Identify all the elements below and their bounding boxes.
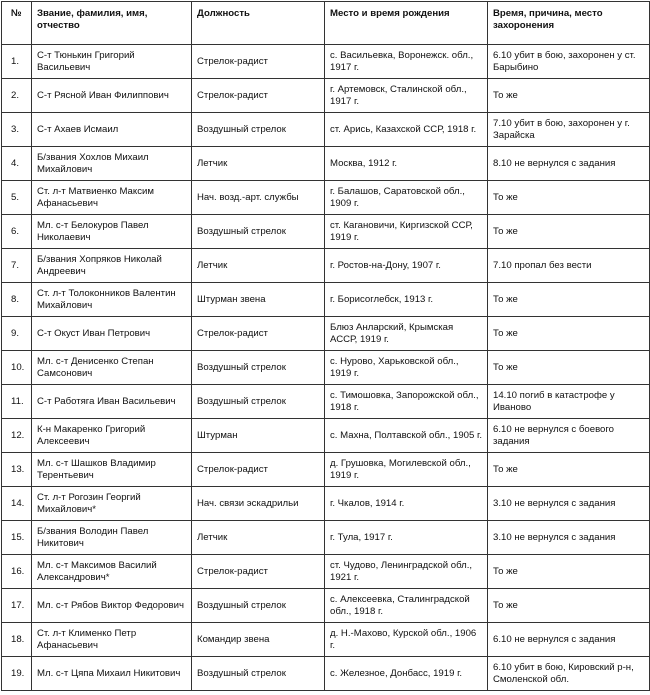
table-row [2,453,650,487]
table-row [2,215,650,249]
table-row [2,351,650,385]
table-body [2,45,650,691]
cell-name: С-т Рясной Иван Филиппович [32,79,192,113]
cell-name: С-т Ахаев Исмаил [32,113,192,147]
table-row [2,113,650,147]
cell-birth: г. Артемовск, Сталинской обл., 1917 г. [325,79,488,113]
cell-birth: д. Н.-Махово, Курской обл., 1906 г. [325,623,488,657]
table-row [2,419,650,453]
cell-position: Летчик [192,521,325,555]
cell-fate: То же [488,215,650,249]
cell-name: С-т Окуст Иван Петрович [32,317,192,351]
cell-name: Ст. л-т Матвиенко Максим Афанасьевич [32,181,192,215]
cell-position: Штурман [192,419,325,453]
cell-position: Воздушный стрелок [192,657,325,691]
casualty-table [1,1,650,691]
cell-num: 1. [2,45,32,79]
cell-num: 3. [2,113,32,147]
cell-birth: г. Тула, 1917 г. [325,521,488,555]
header-position: Должность [192,2,325,45]
cell-fate: 7.10 убит в бою, захоронен у г. Зарайска [488,113,650,147]
cell-position: Стрелок-радист [192,317,325,351]
cell-birth: г. Ростов-на-Дону, 1907 г. [325,249,488,283]
cell-name: Ст. л-т Толоконников Валентин Михайлович [32,283,192,317]
cell-position: Стрелок-радист [192,555,325,589]
cell-birth: с. Васильевка, Воронежск. обл., 1917 г. [325,45,488,79]
table-row [2,555,650,589]
cell-fate: 3.10 не вернулся с задания [488,521,650,555]
cell-position: Стрелок-радист [192,79,325,113]
table-row [2,45,650,79]
cell-position: Нач. связи эскадрильи [192,487,325,521]
header-name: Звание, фамилия, имя, отчество [32,2,192,45]
cell-num: 16. [2,555,32,589]
cell-position: Нач. возд.-арт. службы [192,181,325,215]
table-row [2,623,650,657]
cell-birth: Блюз Анларский, Крымская АССР, 1919 г. [325,317,488,351]
cell-birth: с. Тимошовка, Запорожской обл., 1918 г. [325,385,488,419]
table-row [2,249,650,283]
cell-position: Командир звена [192,623,325,657]
cell-num: 11. [2,385,32,419]
cell-num: 9. [2,317,32,351]
cell-fate: 8.10 не вернулся с задания [488,147,650,181]
cell-birth: ст. Чудово, Ленинградской обл., 1921 г. [325,555,488,589]
cell-position: Летчик [192,147,325,181]
cell-num: 12. [2,419,32,453]
cell-num: 7. [2,249,32,283]
cell-position: Стрелок-радист [192,453,325,487]
table-row [2,283,650,317]
cell-name: Б/звания Володин Павел Никитович [32,521,192,555]
cell-num: 14. [2,487,32,521]
cell-name: Б/звания Хопряков Николай Андреевич [32,249,192,283]
cell-num: 2. [2,79,32,113]
cell-position: Воздушный стрелок [192,351,325,385]
table-row [2,79,650,113]
cell-position: Воздушный стрелок [192,385,325,419]
table-row [2,317,650,351]
cell-name: Мл. с-т Рябов Виктор Федорович [32,589,192,623]
header-num: № [2,2,32,45]
cell-num: 15. [2,521,32,555]
cell-num: 5. [2,181,32,215]
cell-birth: г. Чкалов, 1914 г. [325,487,488,521]
cell-birth: д. Грушовка, Могилевской обл., 1919 г. [325,453,488,487]
cell-birth: г. Балашов, Саратовской обл., 1909 г. [325,181,488,215]
cell-name: Мл. с-т Цяпа Михаил Никитович [32,657,192,691]
cell-fate: 6.10 убит в бою, Кировский р-н, Смоленской обл. [488,657,650,691]
cell-fate: 6.10 не вернулся с боевого задания [488,419,650,453]
cell-position: Стрелок-радист [192,45,325,79]
cell-fate: 14.10 погиб в катастрофе у Иваново [488,385,650,419]
cell-position: Воздушный стрелок [192,113,325,147]
cell-num: 17. [2,589,32,623]
table-row [2,147,650,181]
cell-fate: 6.10 убит в бою, захоронен у ст. Барыбино [488,45,650,79]
cell-birth: Москва, 1912 г. [325,147,488,181]
cell-num: 8. [2,283,32,317]
cell-name: С-т Тюнькин Григорий Васильевич [32,45,192,79]
cell-name: Ст. л-т Рогозин Георгий Михайлович* [32,487,192,521]
cell-fate: То же [488,589,650,623]
table-row [2,385,650,419]
cell-fate: То же [488,79,650,113]
cell-birth: с. Нурово, Харьковской обл., 1919 г. [325,351,488,385]
cell-fate: То же [488,555,650,589]
cell-name: Мл. с-т Шашков Владимир Терентьевич [32,453,192,487]
table-row [2,657,650,691]
cell-num: 4. [2,147,32,181]
cell-name: Ст. л-т Клименко Петр Афанасьевич [32,623,192,657]
cell-name: Мл. с-т Белокуров Павел Николаевич [32,215,192,249]
cell-name: К-н Макаренко Григорий Алексеевич [32,419,192,453]
cell-num: 10. [2,351,32,385]
cell-position: Летчик [192,249,325,283]
cell-num: 13. [2,453,32,487]
cell-fate: То же [488,181,650,215]
cell-fate: 6.10 не вернулся с задания [488,623,650,657]
cell-birth: с. Махна, Полтавской обл., 1905 г. [325,419,488,453]
cell-birth: с. Железное, Донбасс, 1919 г. [325,657,488,691]
table-row [2,589,650,623]
cell-fate: То же [488,453,650,487]
cell-fate: То же [488,351,650,385]
cell-birth: ст. Кагановичи, Киргизской ССР, 1919 г. [325,215,488,249]
cell-fate: То же [488,317,650,351]
header-fate: Время, причина, место захоронения [488,2,650,45]
table-row [2,521,650,555]
table-row [2,487,650,521]
cell-num: 19. [2,657,32,691]
cell-fate: То же [488,283,650,317]
cell-birth: ст. Арись, Казахской ССР, 1918 г. [325,113,488,147]
cell-fate: 3.10 не вернулся с задания [488,487,650,521]
cell-position: Воздушный стрелок [192,215,325,249]
cell-position: Штурман звена [192,283,325,317]
cell-num: 18. [2,623,32,657]
header-birth: Место и время рождения [325,2,488,45]
cell-fate: 7.10 пропал без вести [488,249,650,283]
table-header [2,2,650,45]
cell-name: С-т Работяга Иван Васильевич [32,385,192,419]
cell-birth: г. Борисоглебск, 1913 г. [325,283,488,317]
cell-name: Мл. с-т Максимов Василий Александрович* [32,555,192,589]
cell-position: Воздушный стрелок [192,589,325,623]
header-row [2,2,650,45]
cell-num: 6. [2,215,32,249]
cell-name: Б/звания Хохлов Михаил Михайлович [32,147,192,181]
cell-name: Мл. с-т Денисенко Степан Самсонович [32,351,192,385]
cell-birth: с. Алексеевка, Сталинградской обл., 1918 г. [325,589,488,623]
table-row [2,181,650,215]
